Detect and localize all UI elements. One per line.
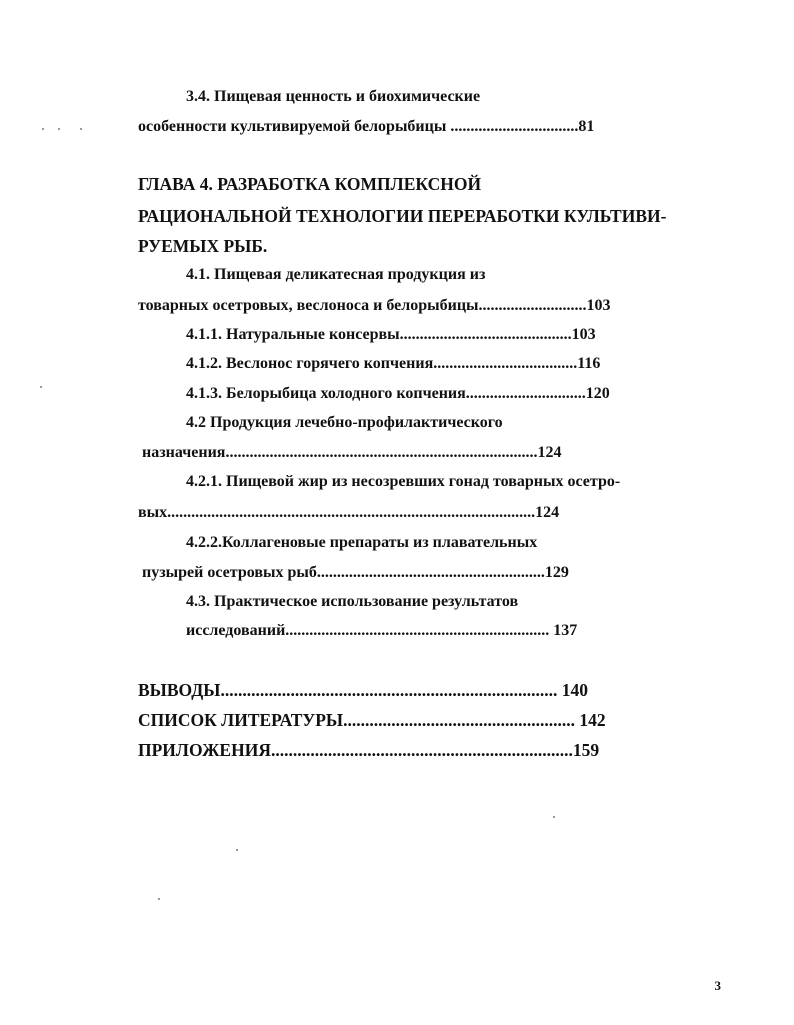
toc-entry-4-1-page: товарных осетровых, веслоноса и белорыбицы...........................103 <box>138 297 611 314</box>
scan-speck <box>553 816 555 818</box>
scan-speck <box>80 128 82 130</box>
toc-entry-3-4-title: 3.4. Пищевая ценность и биохимические <box>186 88 481 105</box>
toc-entry-appendices: ПРИЛОЖЕНИЯ.....................................................................159 <box>138 740 600 760</box>
toc-entry-4-2-2-page: пузырей осетровых рыб.........................................................129 <box>142 564 569 581</box>
toc-entry-4-3-title: 4.3. Практическое использование результатов <box>186 593 519 610</box>
chapter-4-heading-line-1: ГЛАВА 4. РАЗРАБОТКА КОМПЛЕКСНОЙ <box>138 174 482 194</box>
scan-speck <box>42 128 44 130</box>
scan-speck <box>40 386 42 388</box>
toc-entry-4-1-title: 4.1. Пищевая деликатесная продукция из <box>186 266 486 283</box>
scan-speck <box>58 128 60 130</box>
toc-entry-4-2-1-page: вых............................................................................................124 <box>138 504 560 521</box>
scan-speck <box>158 898 160 900</box>
toc-entry-conclusions: ВЫВОДЫ............................................................................. 140 <box>138 680 588 700</box>
chapter-4-heading-line-3: РУЕМЫХ РЫБ. <box>138 236 268 256</box>
toc-entry-4-3-page: исследований.................................................................. 137 <box>186 622 578 639</box>
toc-entry-4-2-page: назначения..............................................................................124 <box>142 444 562 461</box>
toc-entry-4-2-2-title: 4.2.2.Коллагеновые препараты из плавательных <box>186 534 538 551</box>
toc-entry-4-2-title: 4.2 Продукция лечебно-профилактического <box>186 414 503 431</box>
toc-entry-3-4-page: особенности культивируемой белорыбицы ................................81 <box>138 118 595 135</box>
toc-entry-4-1-1: 4.1.1. Натуральные консервы...........................................103 <box>186 326 596 343</box>
page-number: 3 <box>714 978 721 993</box>
toc-entry-4-1-3: 4.1.3. Белорыбица холодного копчения..............................120 <box>186 385 610 402</box>
toc-entry-4-2-1-title: 4.2.1. Пищевой жир из несозревших гонад товарных осетро- <box>186 473 621 490</box>
toc-entry-references: СПИСОК ЛИТЕРАТУРЫ..................................................... 142 <box>138 710 606 730</box>
scan-speck <box>236 849 238 851</box>
toc-entry-4-1-2: 4.1.2. Веслонос горячего копчения....................................116 <box>186 355 601 372</box>
chapter-4-heading-line-2: РАЦИОНАЛЬНОЙ ТЕХНОЛОГИИ ПЕРЕРАБОТКИ КУЛЬТИВИ- <box>138 206 667 226</box>
